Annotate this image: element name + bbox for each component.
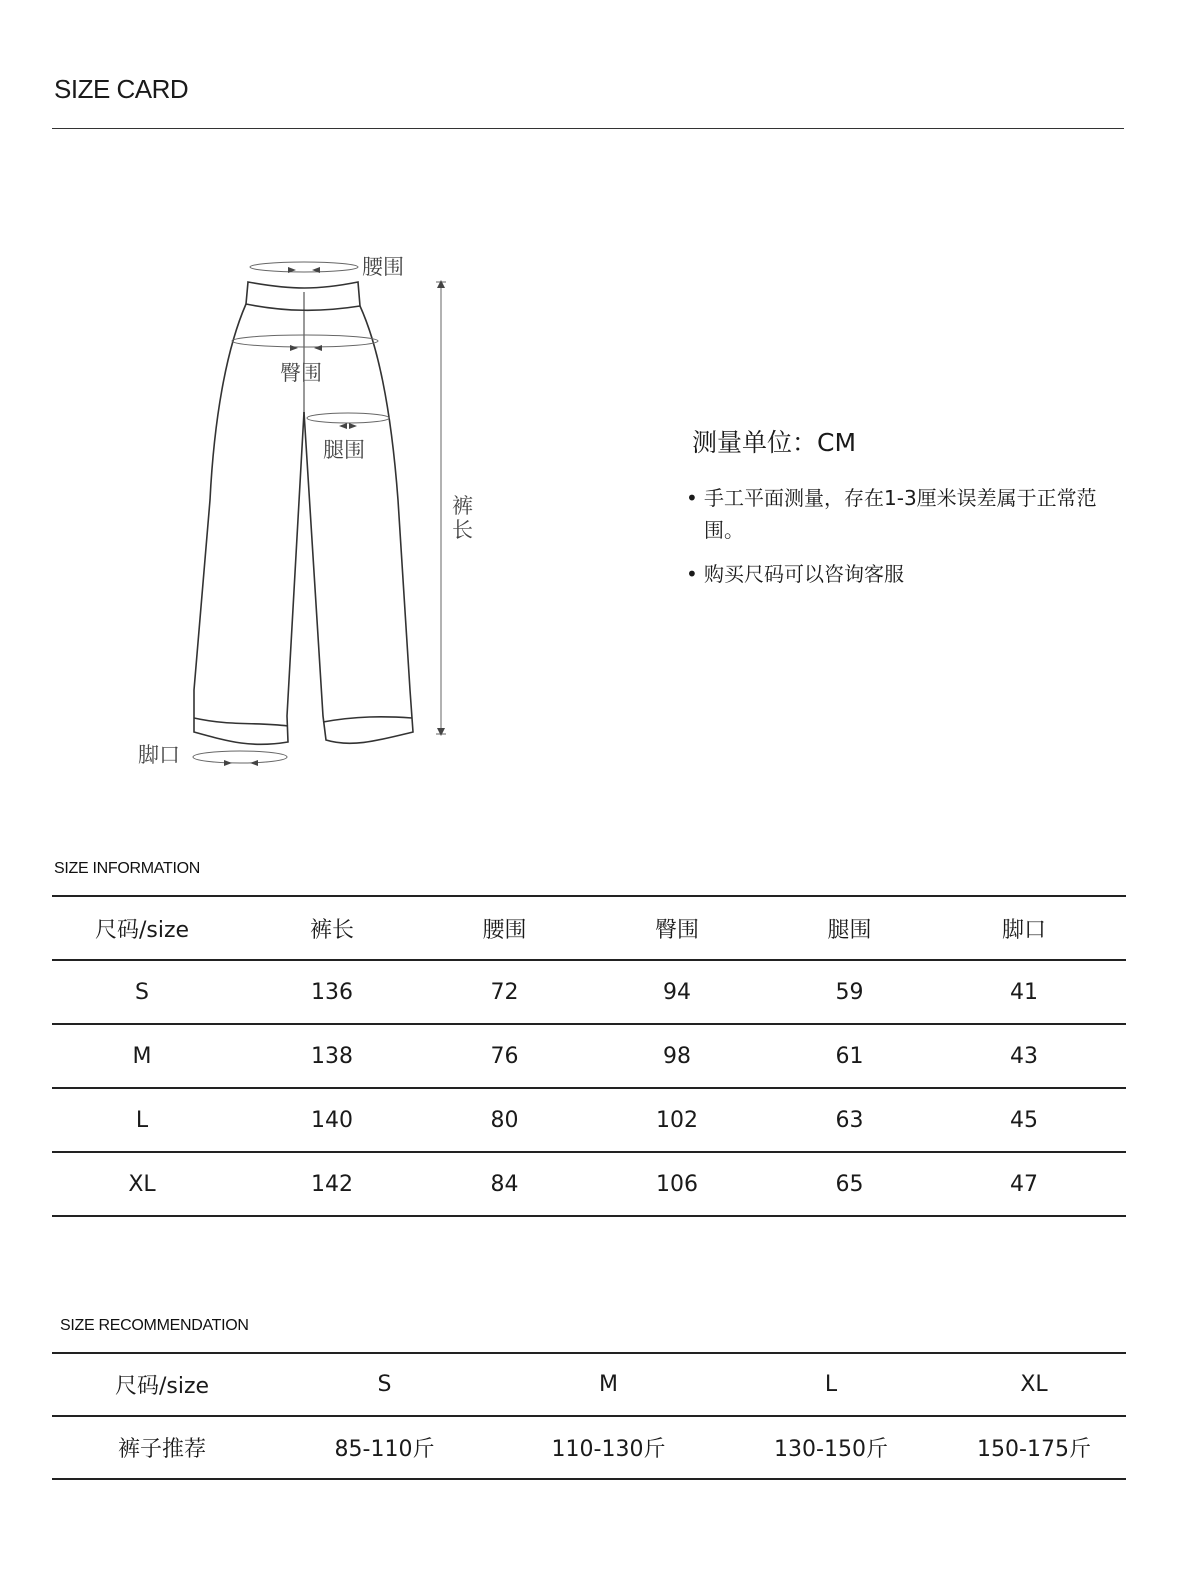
table-cell: 130-150斤 [720,1416,942,1479]
table-cell: 138 [232,1024,432,1088]
table-cell: 47 [922,1152,1126,1216]
table-cell: 45 [922,1088,1126,1152]
length-label-1: 裤 [452,494,473,518]
header-cell: 脚口 [922,896,1126,960]
table-cell: 59 [777,960,922,1024]
length-label-2: 长 [452,518,473,542]
header-cell: M [497,1353,720,1416]
table-cell: 84 [432,1152,577,1216]
header-cell: 腰围 [432,896,577,960]
hip-label: 臀围 [280,361,322,385]
table-cell: XL [52,1152,232,1216]
table-cell: 98 [577,1024,777,1088]
table-header-row [52,1353,1126,1416]
table-row [52,1088,1126,1152]
table-cell: M [52,1024,232,1088]
table-cell: 裤子推荐 [52,1416,272,1479]
table-row [52,1152,1126,1216]
page-title: SIZE CARD [54,74,189,104]
size-recommendation-label: SIZE RECOMMENDATION [60,1317,249,1334]
thigh-label: 腿围 [323,438,365,462]
header-cell: L [720,1353,942,1416]
header-cell: 臀围 [577,896,777,960]
table-header-row [52,896,1126,960]
table-cell: 72 [432,960,577,1024]
hem-label: 脚口 [138,743,180,767]
table-cell: 102 [577,1088,777,1152]
table-cell: 63 [777,1088,922,1152]
table-cell: 136 [232,960,432,1024]
measurement-unit: 测量单位：CM [692,428,857,457]
table-cell: 43 [922,1024,1126,1088]
table-row [52,1416,1126,1479]
table-cell: 61 [777,1024,922,1088]
size-information-label: SIZE INFORMATION [54,860,201,877]
table-cell: 65 [777,1152,922,1216]
arrow-marks [224,267,445,766]
header-cell: XL [942,1353,1126,1416]
size-information-table [52,895,1126,1217]
table-cell: 80 [432,1088,577,1152]
table-cell: L [52,1088,232,1152]
table-cell: 140 [232,1088,432,1152]
table-cell: 106 [577,1152,777,1216]
table-cell: 94 [577,960,777,1024]
table-cell: 150-175斤 [942,1416,1126,1479]
size-recommendation-table [52,1352,1126,1480]
header-cell: 裤长 [232,896,432,960]
table-cell: 142 [232,1152,432,1216]
pants-outline [194,282,413,744]
table-cell: S [52,960,232,1024]
table-cell: 85-110斤 [272,1416,497,1479]
header-cell: 腿围 [777,896,922,960]
note-item: • 手工平面测量，存在1-3厘米误差属于正常范围。 [686,482,1126,546]
waist-label: 腰围 [362,255,404,279]
table-row [52,1024,1126,1088]
measurement-notes [686,482,1126,602]
header-cell: S [272,1353,497,1416]
header-cell: 尺码/size [52,1353,272,1416]
table-row [52,960,1126,1024]
header-divider [52,128,1124,129]
table-cell: 41 [922,960,1126,1024]
table-cell: 110-130斤 [497,1416,720,1479]
note-item: • 购买尺码可以咨询客服 [686,558,1126,590]
table-cell: 76 [432,1024,577,1088]
measurement-guides [193,262,446,763]
pants-diagram [120,240,520,800]
header-cell: 尺码/size [52,896,232,960]
